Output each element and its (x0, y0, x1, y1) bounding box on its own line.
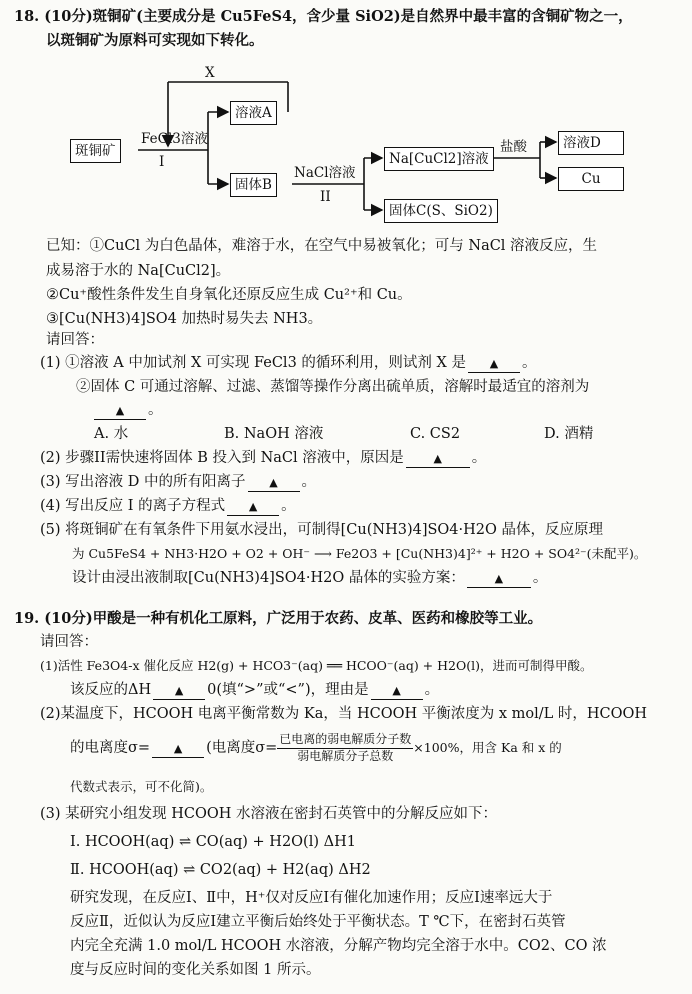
reagent-fecl3-label: FeCl3溶液 (141, 131, 208, 147)
q19-part3: (3) 某研究小组发现 HCOOH 水溶液在密封石英管中的分解反应如下： (40, 806, 498, 822)
q18-part5-a: (5) 将斑铜矿在有氧条件下用氨水浸出，可制得[Cu(NH3)4]SO4·H2O 晶体，反应原理 (40, 522, 604, 538)
reagent-nacl-label: NaCl溶液 (294, 165, 356, 181)
solid-c-box: 固体C(S、SiO2) (384, 199, 498, 223)
complex-solution-box: Na[CuCl2]溶液 (384, 147, 494, 171)
known-2: ②Cu⁺酸性条件发生自身氧化还原反应生成 Cu²⁺和 Cu。 (46, 287, 412, 303)
solid-b-box: 固体B (230, 173, 277, 197)
q18-part5-b: 为 Cu5FeS4 + NH3·H2O + O2 + OH⁻ ⟶ Fe2O3 + [Cu(NH3)4]²⁺ + H2O + SO4²⁻(未配平)。 (72, 546, 647, 561)
reaction-2: Ⅱ. HCOOH(aq) ⇌ CO2(aq) + H2(aq) ΔH2 (70, 862, 371, 878)
q18-part1-b: ②固体 C 可通过溶解、过滤、蒸馏等操作分离出硫单质，溶解时最适宜的溶剂为 (76, 379, 590, 395)
q19-part2-b: 的电离度σ= ▲ (电离度σ= $\frac{\text{已电离的弱电解质分子数}}{\text{弱电解质分子总数}}$ ×100%，用含 Ka 和 x 的 (70, 732, 562, 763)
process-flow-diagram (0, 60, 692, 230)
solution-a-box: 溶液A (230, 101, 277, 125)
q19-part1-b: 该反应的ΔH ▲ 0(填“>”或“<”)，理由是 ▲ 。 (70, 682, 440, 698)
known-1: 已知：①CuCl 为白色晶体，难溶于水，在空气中易被氧化；可与 NaCl 溶液反应，生 (46, 238, 598, 254)
ore-box: 斑铜矿 (70, 139, 121, 163)
ionization-fraction: $\frac{\text{已电离的弱电解质分子数}}{\text{弱电解质分子总数}}$ (279, 732, 412, 763)
option-b: B. NaOH 溶液 (224, 426, 324, 442)
known-3: ③[Cu(NH3)4]SO4 加热时易失去 NH3。 (46, 311, 323, 327)
option-a: A. 水 (94, 426, 129, 442)
q19-part2-c: 代数式表示，可不化简)。 (70, 779, 213, 794)
q19-ask: 请回答： (40, 634, 98, 650)
copper-box: Cu (558, 167, 624, 191)
q18-part1-a: (1) ①溶液 A 中加试剂 X 可实现 FeCl3 的循环利用，则试剂 X 是 ▲ 。 (40, 355, 537, 371)
q18-part3: (3) 写出溶液 D 中的所有阳离子 ▲ 。 (40, 474, 316, 490)
step-i-label: I (159, 154, 165, 170)
q18-header: 18. (10分)斑铜矿(主要成分是 Cu5FeS4，含少量 SiO2)是自然界中最丰富的含铜矿物之一， (14, 8, 633, 25)
q19-text-4: 度与反应时间的变化关系如图 1 所示。 (70, 962, 321, 978)
option-c: C. CS2 (410, 426, 461, 442)
q18-part1-b-blank: ▲ 。 (92, 400, 163, 422)
q19-text-2: 反应Ⅱ，近似认为反应Ⅰ建立平衡后始终处于平衡状态。T ℃下，在密封石英管 (70, 914, 566, 930)
q19-text-3: 内完全充满 1.0 mol/L HCOOH 水溶液，分解产物均完全溶于水中。CO2、CO 浓 (70, 938, 607, 954)
q19-text-1: 研究发现，在反应Ⅰ、Ⅱ中，H⁺仅对反应Ⅰ有催化加速作用；反应Ⅰ速率远大于 (70, 890, 553, 906)
q19-header: 19. (10分)甲酸是一种有机化工原料，广泛用于农药、皮革、医药和橡胶等工业。 (14, 610, 543, 627)
reaction-1: Ⅰ. HCOOH(aq) ⇌ CO(aq) + H2O(l) ΔH1 (70, 834, 356, 850)
reagent-hcl-label: 盐酸 (500, 139, 527, 155)
q18-part4: (4) 写出反应 I 的离子方程式 ▲ 。 (40, 498, 296, 514)
ask-label: 请回答： (46, 332, 104, 348)
q18-part2: (2) 步骤II需快速将固体 B 投入到 NaCl 溶液中，原因是 ▲ 。 (40, 450, 487, 466)
q19-part1-a: (1)活性 Fe3O4-x 催化反应 H2(g) + HCO3⁻(aq) ══ HCOO⁻(aq) + H2O(l)，进而可制得甲酸。 (40, 658, 593, 673)
reagent-x-label: X (205, 65, 215, 81)
q18-part5-c: 设计由浸出液制取[Cu(NH3)4]SO4·H2O 晶体的实验方案： ▲ 。 (72, 570, 548, 586)
q19-part2-a: (2)某温度下，HCOOH 电离平衡常数为 Ka，当 HCOOH 平衡浓度为 x mol/L 时，HCOOH (40, 706, 648, 722)
step-ii-label: II (320, 189, 331, 205)
solution-d-box: 溶液D (558, 131, 624, 155)
known-1-cont: 成易溶于水的 Na[CuCl2]。 (46, 263, 231, 279)
q18-header-cont: 以斑铜矿为原料可实现如下转化。 (46, 32, 264, 49)
option-d: D. 酒精 (544, 426, 594, 442)
